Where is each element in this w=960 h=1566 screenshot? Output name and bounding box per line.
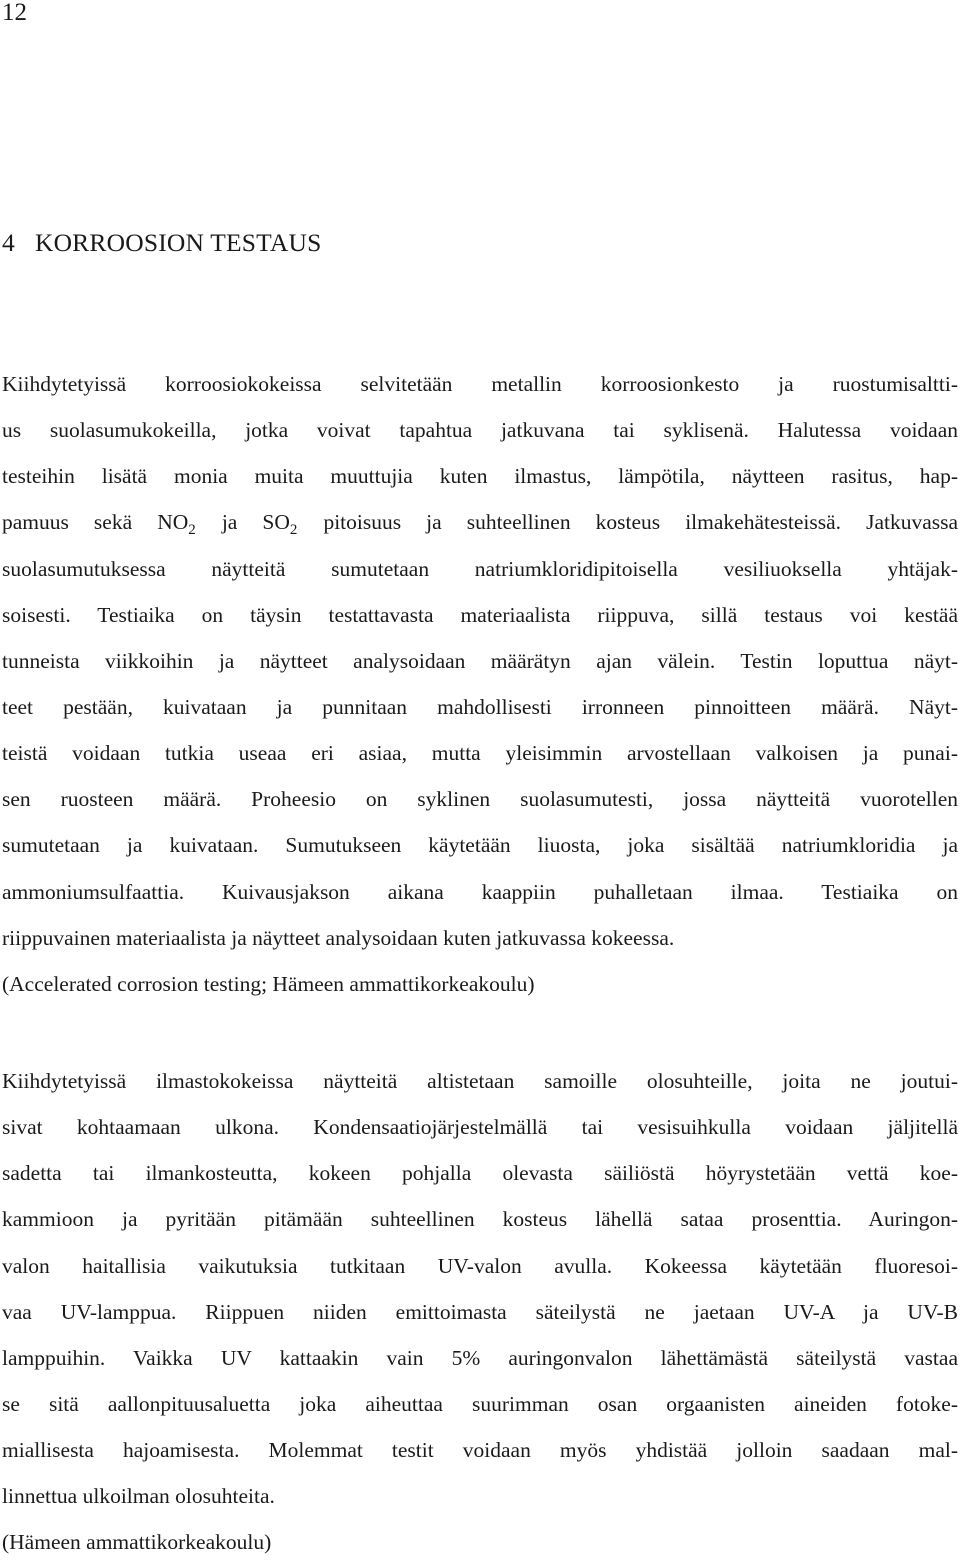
text-line: vaa UV-lamppua. Riippuen niiden emittoimasta säteilystä ne jaetaan UV-A ja UV-B [2,1299,958,1324]
text-line: sivat kohtaamaan ulkona. Kondensaatiojärjestelmällä tai vesisuihkulla voidaan jäljitellä [2,1115,958,1140]
text-line: sadetta tai ilmankosteutta, kokeen pohjalla olevasta säiliöstä höyrystetään vettä koe- [2,1161,958,1186]
text-line: soisesti. Testiaika on täysin testattavasta materiaalista riippuva, sillä testaus voi kestää [2,602,958,627]
text-segment: pitoisuus ja suhteellinen kosteus ilmakehätesteissä. Jatkuvassa [323,510,959,535]
text-line: kammioon ja pyritään pitämään suhteellinen kosteus lähellä sataa prosenttia. Auringon- [2,1207,958,1232]
text-line: testeihin lisätä monia muita muuttujia kuten ilmastus, lämpötila, näytteen rasitus, hap- [2,464,958,489]
text-line: Kiihdytetyissä ilmastokokeissa näytteitä altistetaan samoille olosuhteille, joita ne joutui- [2,1069,958,1093]
text-line: us suolasumukokeilla, jotka voivat tapahtua jatkuvana tai syklisenä. Halutessa voidaan [2,418,958,443]
citation: (Accelerated corrosion testing; Hämeen ammattikorkeakoulu) [2,971,535,996]
text-line: tunneista viikkoihin ja näytteet analysoidaan määrätyn ajan välein. Testin loputtua näyt- [2,648,958,673]
text-line: Kiihdytetyissä korroosiokokeissa selvitetään metallin korroosionkesto ja ruostumisaltti- [2,372,958,396]
section-title: KORROOSION TESTAUS [34,228,322,257]
subscript: 2 [289,522,298,539]
text-line: teistä voidaan tutkia useaa eri asiaa, mutta yleisimmin arvostellaan valkoisen ja punai- [2,741,958,766]
section-heading [2,228,322,258]
text-line: sumutetaan ja kuivataan. Sumutukseen käytetään liuosta, joka sisältää natriumkloridia ja [2,833,958,858]
section-number: 4 [2,228,15,257]
text-line: valon haitallisia vaikutuksia tutkitaan UV-valon avulla. Kokeessa käytetään fluoresoi- [2,1253,958,1278]
text-line: riippuvainen materiaalista ja näytteet analysoidaan kuten jatkuvassa kokeessa. [2,925,675,950]
text-line: teet pestään, kuivataan ja punnitaan mahdollisesti irronneen pinnoitteen määrä. Näyt- [2,694,958,719]
subscript: 2 [188,522,196,539]
text-segment: pamuus sekä NO [2,510,189,535]
text-line: sen ruosteen määrä. Proheesio on syklinen suolasumutesti, jossa näytteitä vuorotellen [2,787,958,812]
text-line: se sitä aallonpituusaluetta joka aiheuttaa suurimman osan orgaanisten aineiden fotoke- [2,1391,958,1416]
text-segment: ja SO [221,510,290,535]
paragraph-climate-testing [2,1058,958,1566]
text-line-with-formulas [2,499,958,545]
text-line: ammoniumsulfaattia. Kuivausjakson aikana kaappiin puhalletaan ilmaa. Testiaika on [2,879,958,904]
text-line: miallisesta hajoamisesta. Molemmat testit voidaan myös yhdistää jolloin saadaan mal- [2,1438,958,1463]
citation: (Hämeen ammattikorkeakoulu) [2,1530,272,1555]
text-line: lamppuihin. Vaikka UV kattaakin vain 5% auringonvalon lähettämästä säteilystä vastaa [2,1345,958,1370]
paragraph-salt-spray-testing [2,361,958,1007]
text-line: linnettua ulkoilman olosuhteita. [2,1484,275,1509]
page-number: 12 [2,0,27,26]
text-line: suolasumutuksessa näytteitä sumutetaan natriumkloridipitoisella vesiliuoksella yhtäjak- [2,556,958,581]
